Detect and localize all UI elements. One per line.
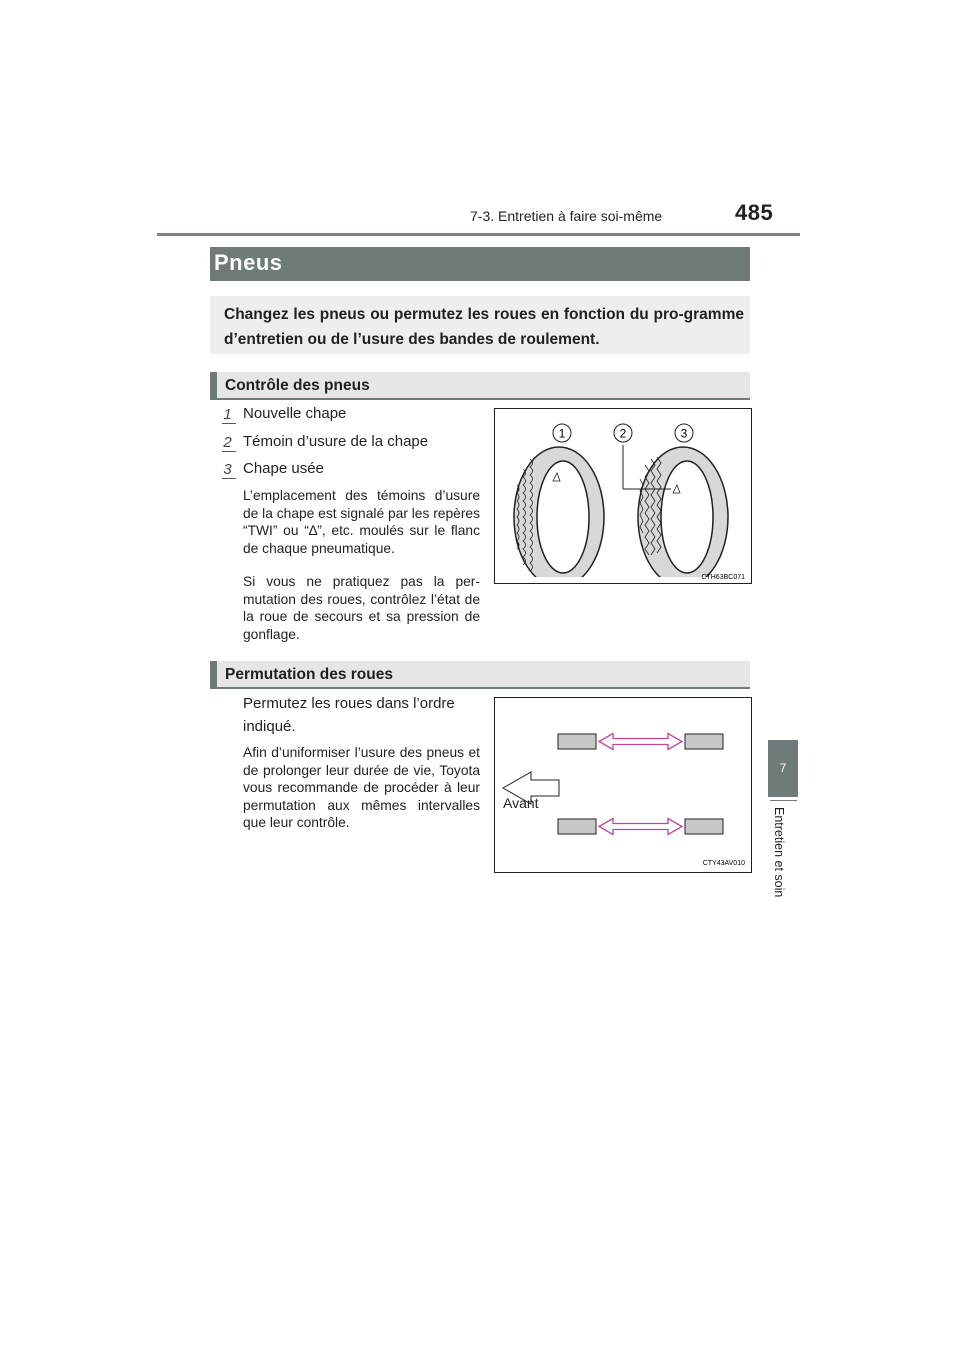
tire-rear-right <box>685 819 723 834</box>
svg-text:1: 1 <box>558 426 566 441</box>
list-item: Chape usée <box>243 460 324 477</box>
intro-text: Changez les pneus ou permutez les roues en fonction du pro-gramme d’entretien ou de l’usure des bandes de roulement. <box>224 306 744 348</box>
figure-code: CTH63BC071 <box>701 574 745 581</box>
figure-code: CTY43AV010 <box>702 860 745 867</box>
tire-rear-left <box>558 819 596 834</box>
callout-1 <box>553 424 571 442</box>
worn-tread-tire <box>638 447 728 583</box>
callout-3 <box>675 424 693 442</box>
chapter-tab-divider <box>770 800 797 801</box>
section-heading-tire-check: Contrôle des pneus <box>225 377 370 394</box>
list-item: Témoin d’usure de la chape <box>243 433 429 450</box>
header-divider <box>157 233 800 236</box>
callout-2 <box>614 424 632 442</box>
section-heading: 7-3. Entretien à faire soi-même <box>470 208 663 224</box>
page-number: 485 <box>735 200 774 225</box>
list-item: Nouvelle chape <box>243 405 347 422</box>
page-title: Pneus <box>214 250 283 275</box>
chapter-tab-label: Entretien et soin <box>772 807 786 898</box>
paragraph-spare-tire: Si vous ne pratiquez pas la per-mutation des roues, contrôlez l’état de la roue de secours et sa pression de gonflage. <box>243 574 480 642</box>
front-label: Avant <box>503 795 539 811</box>
svg-text:3: 3 <box>680 426 688 441</box>
title-bar <box>210 247 750 281</box>
paragraph-rotation: Afin d’uniformiser l’usure des pneus et de prolonger leur durée de vie, Toyota vous recommande de procéder à leur permutation aux mêmes intervalles que leur contrôle. <box>243 745 480 830</box>
callout-number-3: 3 <box>220 461 235 478</box>
section-heading-rotation: Permutation des roues <box>225 666 393 683</box>
swap-arrow-front <box>599 734 682 750</box>
callout-number-2: 2 <box>220 434 235 451</box>
swap-arrow-rear <box>599 819 682 835</box>
rotation-lead: Permutez les roues dans l’ordre indiqué. <box>243 695 455 735</box>
new-tread-tire <box>514 447 604 583</box>
chapter-tab[interactable]: 7 <box>768 740 798 797</box>
rotation-diagram <box>495 698 751 872</box>
section-marker <box>210 372 217 400</box>
paragraph-wear-indicator: L’emplacement des témoins d’usure de la chape est signalé par les repères “TWI” ou “∆”, etc. moulés sur le flanc de chaque pneumatique. <box>243 488 480 556</box>
tire-figure <box>494 408 752 584</box>
rotation-figure <box>494 697 752 873</box>
tire-illustration <box>495 409 751 583</box>
tire-front-right <box>685 734 723 749</box>
svg-text:2: 2 <box>619 426 627 441</box>
section-marker <box>210 661 217 689</box>
callout-number-1: 1 <box>220 406 235 423</box>
tire-front-left <box>558 734 596 749</box>
